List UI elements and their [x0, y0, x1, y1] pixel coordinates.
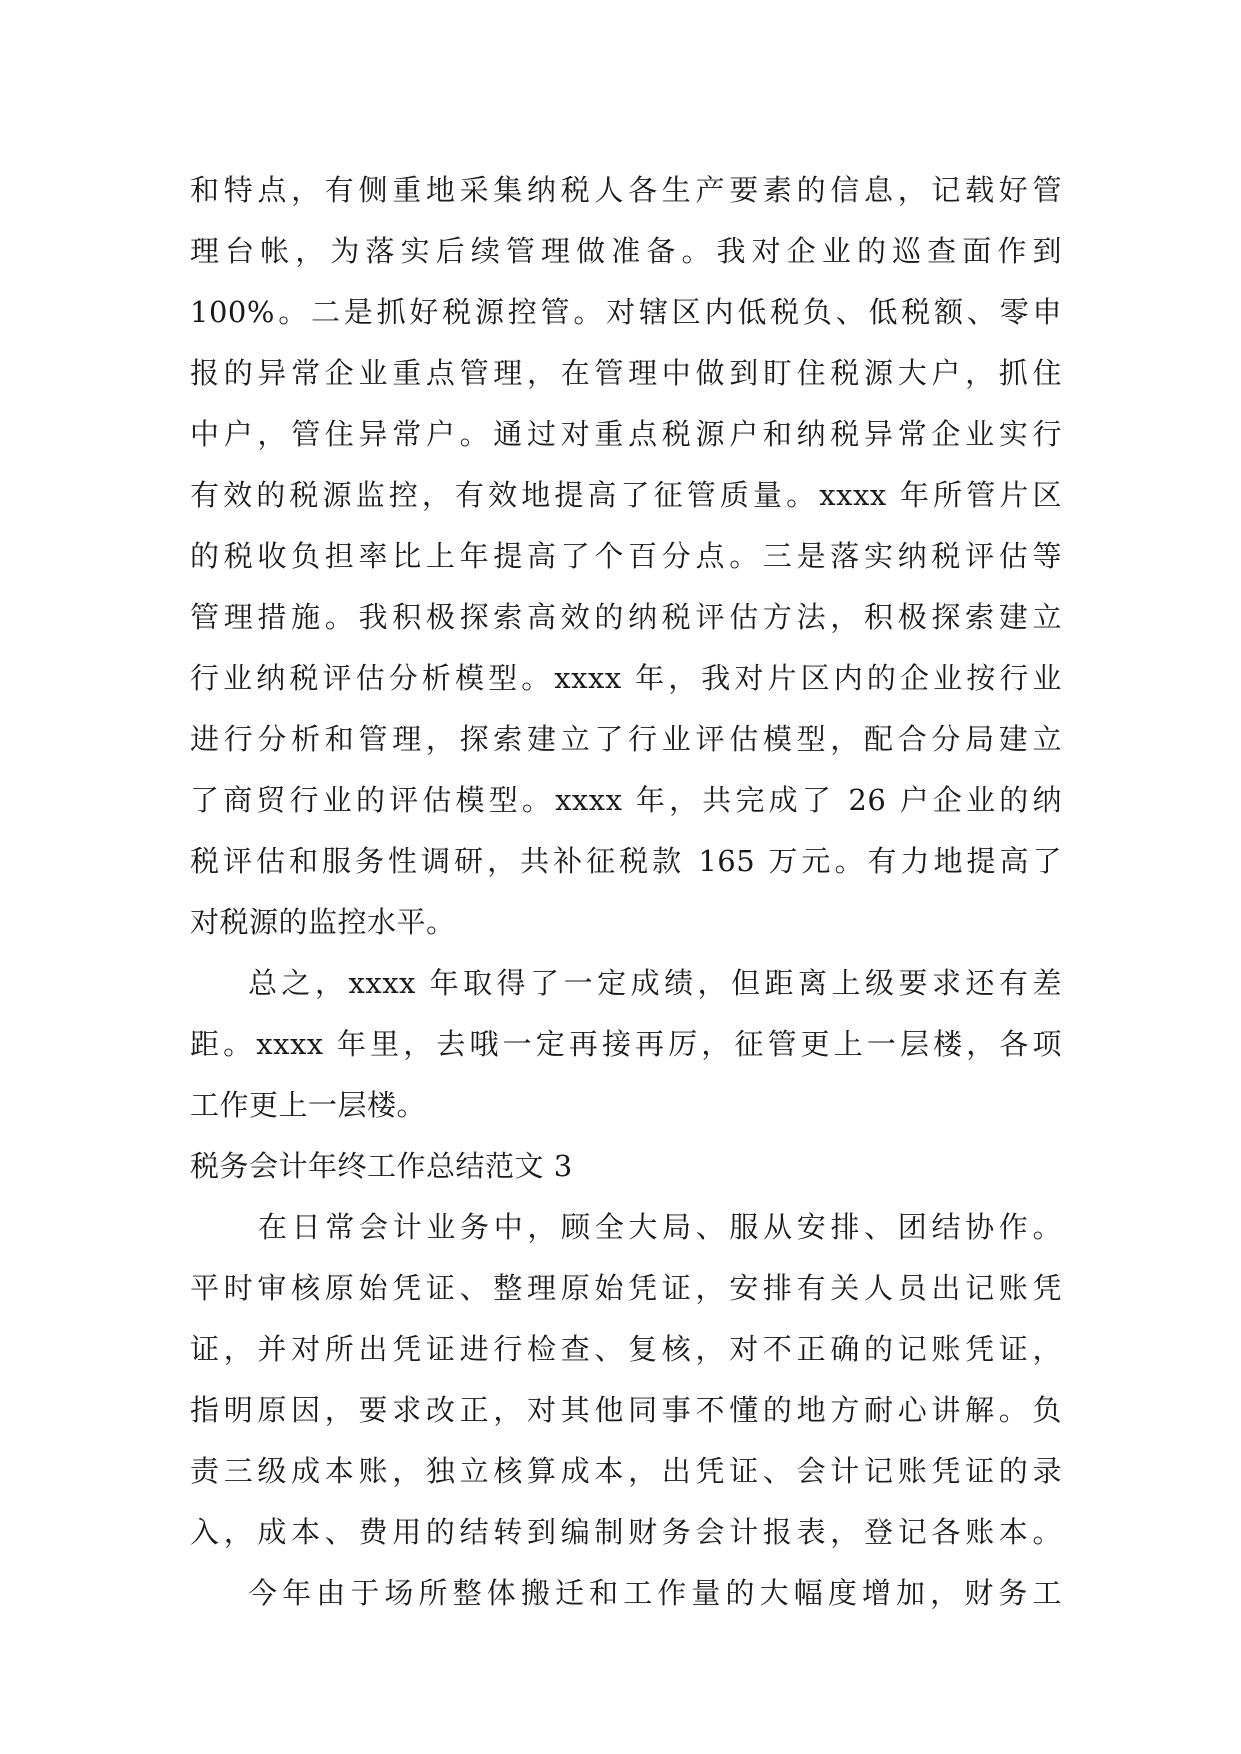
text-line: 了商贸行业的评估模型。xxxx 年，共完成了 26 户企业的纳 [190, 783, 1062, 817]
text-line: 税评估和服务性调研，共补征税款 165 万元。有力地提高了 [190, 844, 1062, 878]
text-line: 行业纳税评估分析模型。xxxx 年，我对片区内的企业按行业 [190, 661, 1062, 695]
paragraph-first-line: 在日常会计业务中，顾全大局、服从安排、团结协作。 [258, 1210, 1062, 1244]
text-line: 理台帐，为落实后续管理做准备。我对企业的巡查面作到 [190, 234, 1062, 268]
text-line: 的税收负担率比上年提高了个百分点。三是落实纳税评估等 [190, 539, 1062, 573]
text-line: 平时审核原始凭证、整理原始凭证，安排有关人员出记账凭 [190, 1271, 1062, 1305]
section-heading: 税务会计年终工作总结范文 3 [190, 1149, 573, 1183]
text-line: 100%。二是抓好税源控管。对辖区内低税负、低税额、零申 [190, 295, 1062, 329]
text-line: 进行分析和管理，探索建立了行业评估模型，配合分局建立 [190, 722, 1062, 756]
text-line: 入，成本、费用的结转到编制财务会计报表，登记各账本。 [190, 1515, 1062, 1549]
text-line: 责三级成本账，独立核算成本，出凭证、会计记账凭证的录 [190, 1454, 1062, 1488]
document-body [190, 160, 1062, 1624]
text-line: 指明原因，要求改正，对其他同事不懂的地方耐心讲解。负 [190, 1393, 1062, 1427]
text-line: 证，并对所出凭证进行检查、复核，对不正确的记账凭证， [190, 1332, 1062, 1366]
paragraph-first-line: 今年由于场所整体搬迁和工作量的大幅度增加，财务工 [248, 1576, 1062, 1610]
text-line: 工作更上一层楼。 [190, 1088, 427, 1122]
text-line: 中户，管住异常户。通过对重点税源户和纳税异常企业实行 [190, 417, 1062, 451]
text-line: 报的异常企业重点管理，在管理中做到盯住税源大户，抓住 [190, 356, 1062, 390]
text-line: 管理措施。我积极探索高效的纳税评估方法，积极探索建立 [190, 600, 1062, 634]
text-line: 距。xxxx 年里，去哦一定再接再厉，征管更上一层楼，各项 [190, 1027, 1062, 1061]
text-line: 和特点，有侧重地采集纳税人各生产要素的信息，记载好管 [190, 173, 1062, 207]
text-line: 对税源的监控水平。 [190, 905, 456, 939]
paragraph-first-line: 总之，xxxx 年取得了一定成绩，但距离上级要求还有差 [248, 966, 1062, 1000]
text-line: 有效的税源监控，有效地提高了征管质量。xxxx 年所管片区 [190, 478, 1062, 512]
